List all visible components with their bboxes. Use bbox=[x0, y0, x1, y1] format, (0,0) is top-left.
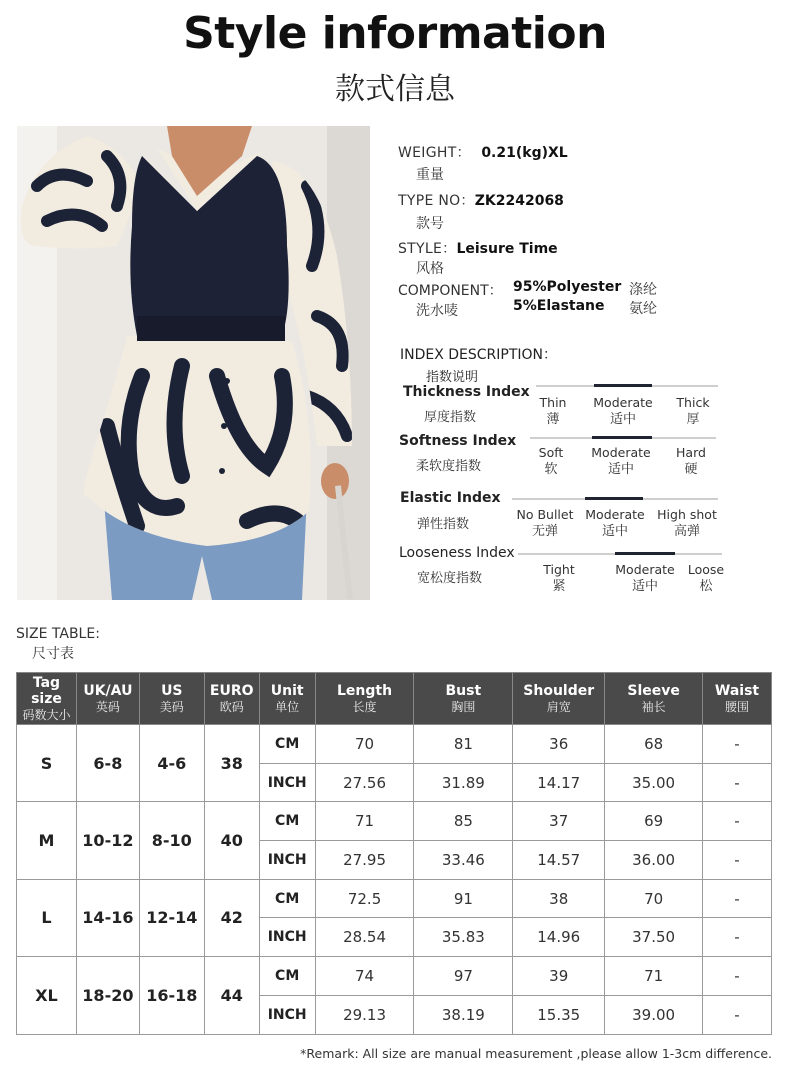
size-tag: M bbox=[17, 802, 77, 879]
sleeve-cell: 70 bbox=[605, 879, 703, 918]
elastic-indicator bbox=[585, 497, 643, 500]
softness-indicator bbox=[592, 436, 652, 439]
header-sleeve: Sleeve 袖长 bbox=[605, 673, 703, 725]
uk-size: 14-16 bbox=[76, 879, 139, 956]
sleeve-cell: 68 bbox=[605, 725, 703, 764]
remark-note: *Remark: All size are manual measurement ,please allow 1-3cm difference. bbox=[300, 1046, 772, 1061]
style-info bbox=[398, 238, 558, 258]
size-table-title: SIZE TABLE: bbox=[16, 626, 100, 642]
length-cell: 27.56 bbox=[315, 763, 414, 802]
looseness-option-tight: Tight 紧 bbox=[543, 562, 575, 594]
looseness-option-moderate: Moderate 适中 bbox=[615, 562, 675, 594]
component-1: 95%Polyester bbox=[513, 279, 622, 295]
waist-cell: - bbox=[703, 841, 772, 880]
index-heading: INDEX DESCRIPTION： bbox=[400, 347, 558, 363]
weight-value: 0.21(kg)XL bbox=[481, 145, 568, 161]
bust-cell: 35.83 bbox=[414, 918, 513, 957]
waist-cell: - bbox=[703, 879, 772, 918]
header-uk-au: UK/AU 英码 bbox=[76, 673, 139, 725]
weight-label: WEIGHT： bbox=[398, 145, 471, 161]
length-cell: 27.95 bbox=[315, 841, 414, 880]
looseness-option-loose: Loose 松 bbox=[687, 562, 725, 594]
length-cell: 71 bbox=[315, 802, 414, 841]
sleeve-cell: 35.00 bbox=[605, 763, 703, 802]
euro-size: 38 bbox=[204, 725, 259, 802]
header-us: US 美码 bbox=[139, 673, 204, 725]
weight-cn: 重量 bbox=[416, 167, 444, 183]
length-cell: 28.54 bbox=[315, 918, 414, 957]
us-size: 12-14 bbox=[139, 879, 204, 956]
type-label: TYPE NO： bbox=[398, 193, 475, 209]
waist-cell: - bbox=[703, 725, 772, 764]
waist-cell: - bbox=[703, 995, 772, 1034]
sleeve-cell: 71 bbox=[605, 957, 703, 996]
unit-cell: INCH bbox=[259, 841, 315, 880]
softness-option-moderate: Moderate 适中 bbox=[591, 445, 651, 477]
shoulder-cell: 38 bbox=[513, 879, 605, 918]
thickness-option-thin: Thin 薄 bbox=[539, 395, 567, 427]
header-shoulder: Shoulder 肩宽 bbox=[513, 673, 605, 725]
thickness-indicator bbox=[594, 384, 652, 387]
euro-size: 40 bbox=[204, 802, 259, 879]
sleeve-cell: 36.00 bbox=[605, 841, 703, 880]
softness-index-label: Softness Index bbox=[399, 433, 517, 449]
softness-index-cn: 柔软度指数 bbox=[416, 459, 482, 474]
softness-option-soft: Soft 软 bbox=[538, 445, 564, 477]
bust-cell: 31.89 bbox=[414, 763, 513, 802]
thickness-option-moderate: Moderate 适中 bbox=[593, 395, 653, 427]
softness-option-hard: Hard 硬 bbox=[676, 445, 706, 477]
euro-size: 44 bbox=[204, 957, 259, 1034]
euro-size: 42 bbox=[204, 879, 259, 956]
waist-cell: - bbox=[703, 957, 772, 996]
us-size: 4-6 bbox=[139, 725, 204, 802]
component-label: COMPONENT： bbox=[398, 283, 503, 299]
waist-cell: - bbox=[703, 802, 772, 841]
elastic-option-moderate: Moderate 适中 bbox=[585, 507, 645, 539]
shoulder-cell: 36 bbox=[513, 725, 605, 764]
type-value: ZK2242068 bbox=[474, 193, 564, 209]
us-size: 8-10 bbox=[139, 802, 204, 879]
unit-cell: INCH bbox=[259, 763, 315, 802]
table-row bbox=[17, 802, 772, 841]
size-table-label bbox=[16, 626, 100, 663]
waist-cell: - bbox=[703, 918, 772, 957]
length-cell: 74 bbox=[315, 957, 414, 996]
style-label: STYLE： bbox=[398, 241, 457, 257]
elastic-option-high-shot: High shot 高弹 bbox=[657, 507, 717, 539]
elastic-index-label: Elastic Index bbox=[400, 490, 501, 506]
component-2-cn: 氨纶 bbox=[629, 301, 657, 317]
looseness-index-cn: 宽松度指数 bbox=[417, 571, 483, 586]
length-cell: 70 bbox=[315, 725, 414, 764]
thickness-option-thick: Thick 厚 bbox=[676, 395, 710, 427]
table-row bbox=[17, 879, 772, 918]
style-value: Leisure Time bbox=[456, 241, 558, 257]
bust-cell: 38.19 bbox=[414, 995, 513, 1034]
unit-cell: INCH bbox=[259, 995, 315, 1034]
shoulder-cell: 14.96 bbox=[513, 918, 605, 957]
header-waist: Waist 腰围 bbox=[703, 673, 772, 725]
elastic-option-no-bullet: No Bullet 无弹 bbox=[516, 507, 574, 539]
sleeve-cell: 69 bbox=[605, 802, 703, 841]
shoulder-cell: 15.35 bbox=[513, 995, 605, 1034]
size-table-title-cn: 尺寸表 bbox=[32, 646, 74, 662]
bust-cell: 97 bbox=[414, 957, 513, 996]
size-tag: L bbox=[17, 879, 77, 956]
size-tag: S bbox=[17, 725, 77, 802]
size-tag: XL bbox=[17, 957, 77, 1034]
component-1-cn: 涤纶 bbox=[629, 282, 657, 298]
bust-cell: 91 bbox=[414, 879, 513, 918]
unit-cell: CM bbox=[259, 879, 315, 918]
sleeve-cell: 37.50 bbox=[605, 918, 703, 957]
size-table bbox=[16, 672, 772, 1035]
shoulder-cell: 14.57 bbox=[513, 841, 605, 880]
header-bust: Bust 胸围 bbox=[414, 673, 513, 725]
shoulder-cell: 39 bbox=[513, 957, 605, 996]
index-description bbox=[400, 344, 557, 385]
style-cn: 风格 bbox=[416, 261, 444, 277]
looseness-indicator bbox=[615, 552, 675, 555]
component-cn: 洗水唛 bbox=[416, 303, 458, 319]
page-title-cn: 款式信息 bbox=[335, 72, 455, 107]
unit-cell: CM bbox=[259, 802, 315, 841]
unit-cell: CM bbox=[259, 725, 315, 764]
looseness-index-label: Looseness Index bbox=[399, 545, 515, 561]
length-cell: 72.5 bbox=[315, 879, 414, 918]
bust-cell: 81 bbox=[414, 725, 513, 764]
header-tag-size: Tag size 码数大小 bbox=[17, 673, 77, 725]
shoulder-cell: 14.17 bbox=[513, 763, 605, 802]
waist-cell: - bbox=[703, 763, 772, 802]
sleeve-cell: 39.00 bbox=[605, 995, 703, 1034]
product-photo bbox=[17, 126, 370, 600]
shoulder-cell: 37 bbox=[513, 802, 605, 841]
table-row bbox=[17, 725, 772, 764]
elastic-index-cn: 弹性指数 bbox=[417, 517, 470, 532]
size-table-header bbox=[17, 673, 772, 725]
length-cell: 29.13 bbox=[315, 995, 414, 1034]
page-title-en: Style information bbox=[183, 8, 607, 59]
uk-size: 10-12 bbox=[76, 802, 139, 879]
uk-size: 6-8 bbox=[76, 725, 139, 802]
header-unit: Unit 单位 bbox=[259, 673, 315, 725]
bust-cell: 85 bbox=[414, 802, 513, 841]
thickness-index-cn: 厚度指数 bbox=[424, 410, 477, 425]
header-length: Length 长度 bbox=[315, 673, 414, 725]
table-row bbox=[17, 957, 772, 996]
type-cn: 款号 bbox=[416, 216, 444, 232]
header-euro: EURO 欧码 bbox=[204, 673, 259, 725]
us-size: 16-18 bbox=[139, 957, 204, 1034]
weight-info bbox=[398, 142, 568, 162]
uk-size: 18-20 bbox=[76, 957, 139, 1034]
type-info bbox=[398, 190, 564, 210]
unit-cell: CM bbox=[259, 957, 315, 996]
index-heading-cn: 指数说明 bbox=[426, 370, 479, 385]
component-2: 5%Elastane bbox=[513, 298, 605, 314]
thickness-index-label: Thickness Index bbox=[403, 384, 530, 400]
unit-cell: INCH bbox=[259, 918, 315, 957]
bust-cell: 33.46 bbox=[414, 841, 513, 880]
